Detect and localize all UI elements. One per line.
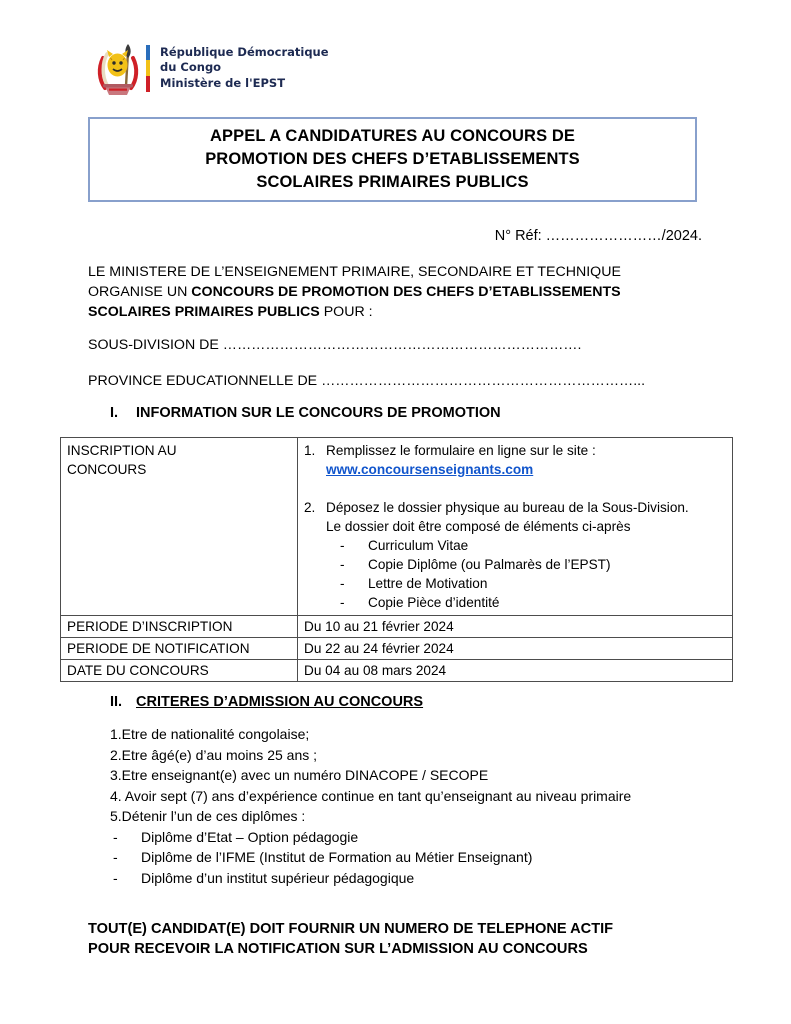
list-item	[340, 536, 726, 555]
list-item	[340, 574, 726, 593]
letterhead	[96, 38, 329, 98]
sous-division-field: SOUS-DIVISION DE ………………………………………………………………….	[88, 337, 582, 353]
inscription-steps-cell	[298, 438, 733, 616]
diploma-label: Diplôme d’un institut supérieur pédagogique	[141, 869, 415, 886]
criteria-item: 2.Etre âgé(e) d’au moins 25 ans ;	[110, 746, 318, 763]
diploma-item	[110, 847, 710, 868]
row-value: Du 22 au 24 février 2024	[298, 638, 733, 660]
inscription-label-line-2: CONCOURS	[67, 462, 147, 477]
diploma-item	[110, 827, 710, 848]
steps-spacer	[304, 479, 726, 498]
section-one-number: I.	[110, 405, 119, 421]
row-label: PERIODE DE NOTIFICATION	[61, 638, 298, 660]
section-one-heading	[110, 405, 501, 421]
table-row	[61, 638, 733, 660]
section-two-heading	[110, 694, 423, 710]
intro-part-2: POUR :	[319, 304, 373, 320]
row-value: Du 04 au 08 mars 2024	[298, 660, 733, 682]
diploma-item	[110, 868, 710, 889]
section-two-number: II.	[110, 694, 123, 710]
inscription-label-line-1: INSCRIPTION AU	[67, 443, 177, 458]
list-item	[340, 555, 726, 574]
title-line-1: APPEL A CANDIDATURES AU CONCOURS DE	[209, 127, 575, 145]
table-row	[61, 616, 733, 638]
registration-website-link[interactable]: www.concoursenseignants.com	[326, 462, 534, 477]
diploma-label: Diplôme d’Etat – Option pédagogie	[141, 828, 359, 845]
inscription-steps-list	[304, 441, 726, 612]
admission-criteria-list	[110, 724, 710, 888]
diploma-label: Diplôme de l’IFME (Institut de Formation au Métier Enseignant)	[141, 849, 533, 865]
inscription-step-1	[304, 441, 726, 479]
step-1-text: Remplissez le formulaire en ligne sur le site :	[326, 443, 596, 458]
dash-marker: -	[340, 557, 345, 572]
title-line-2: PROMOTION DES CHEFS D’ETABLISSEMENTS	[205, 150, 580, 168]
document-label: Curriculum Vitae	[368, 538, 469, 553]
letterhead-line-3: Ministère de l'EPST	[160, 75, 286, 90]
criteria-item: 3.Etre enseignant(e) avec un numéro DINACOPE / SECOPE	[110, 767, 489, 783]
document-label: Copie Diplôme (ou Palmarès de l’EPST)	[368, 557, 611, 572]
inscription-label-cell	[61, 438, 298, 616]
document-title-box	[88, 117, 697, 202]
letterhead-text	[160, 45, 329, 92]
intro-bold-phrase: CONCOURS DE PROMOTION DES CHEFS D’ETABLISSEMENTS SCOLAIRES PRIMAIRES PUBLICS	[88, 284, 621, 320]
step-1-marker: 1.	[304, 443, 316, 458]
section-one-label: INFORMATION SUR LE CONCOURS DE PROMOTION	[136, 405, 501, 421]
row-label: DATE DU CONCOURS	[61, 660, 298, 682]
inscription-step-2	[304, 498, 726, 612]
title-line-3: SCOLAIRES PRIMAIRES PUBLICS	[256, 173, 529, 191]
intro-part-1: LE MINISTERE DE L’ENSEIGNEMENT PRIMAIRE, SECONDAIRE ET TECHNIQUE ORGANISE UN	[88, 264, 621, 300]
step-2-line-2: Le dossier doit être composé de éléments ci-après	[326, 519, 631, 534]
dash-marker: -	[113, 849, 118, 865]
table-row	[61, 660, 733, 682]
step-2-line-1: Déposez le dossier physique au bureau de la Sous-Division.	[326, 500, 689, 515]
row-label: PERIODE D’INSCRIPTION	[61, 616, 298, 638]
document-label: Copie Pièce d’identité	[368, 595, 500, 610]
drc-flag-bar-icon	[146, 45, 150, 92]
letterhead-line-2: du Congo	[160, 60, 222, 75]
letterhead-line-1: République Démocratique	[160, 44, 329, 59]
document-label: Lettre de Motivation	[368, 576, 488, 591]
page-title	[191, 125, 594, 194]
phone-number-notice	[88, 919, 728, 959]
province-educationnelle-field: PROVINCE EDUCATIONNELLE DE …………………………………………………………...	[88, 373, 646, 389]
notice-line-1: TOUT(E) CANDIDAT(E) DOIT FOURNIR UN NUMERO DE TELEPHONE ACTIF	[88, 921, 614, 937]
table-row-inscription	[61, 438, 733, 616]
dash-marker: -	[340, 538, 345, 553]
dash-marker: -	[340, 595, 345, 610]
step-2-marker: 2.	[304, 500, 316, 515]
criteria-item: 4. Avoir sept (7) ans d’expérience continue en tant qu’enseignant au niveau primaire	[110, 787, 632, 804]
intro-paragraph	[88, 262, 688, 322]
notice-line-2: POUR RECEVOIR LA NOTIFICATION SUR L’ADMISSION AU CONCOURS	[88, 941, 588, 957]
row-value: Du 10 au 21 février 2024	[298, 616, 733, 638]
reference-number: N° Réf: ……………………/2024.	[494, 228, 702, 244]
list-item	[340, 593, 726, 612]
dash-marker: -	[113, 869, 118, 886]
criteria-item: 1.Etre de nationalité congolaise;	[110, 726, 310, 742]
drc-coat-of-arms-icon	[96, 38, 140, 98]
criteria-item: 5.Détenir l’un de ces diplômes :	[110, 808, 306, 824]
dash-marker: -	[113, 828, 118, 845]
information-table	[60, 437, 733, 682]
required-documents-list	[326, 536, 726, 612]
dash-marker: -	[340, 576, 345, 591]
section-two-label: CRITERES D’ADMISSION AU CONCOURS	[136, 694, 424, 710]
